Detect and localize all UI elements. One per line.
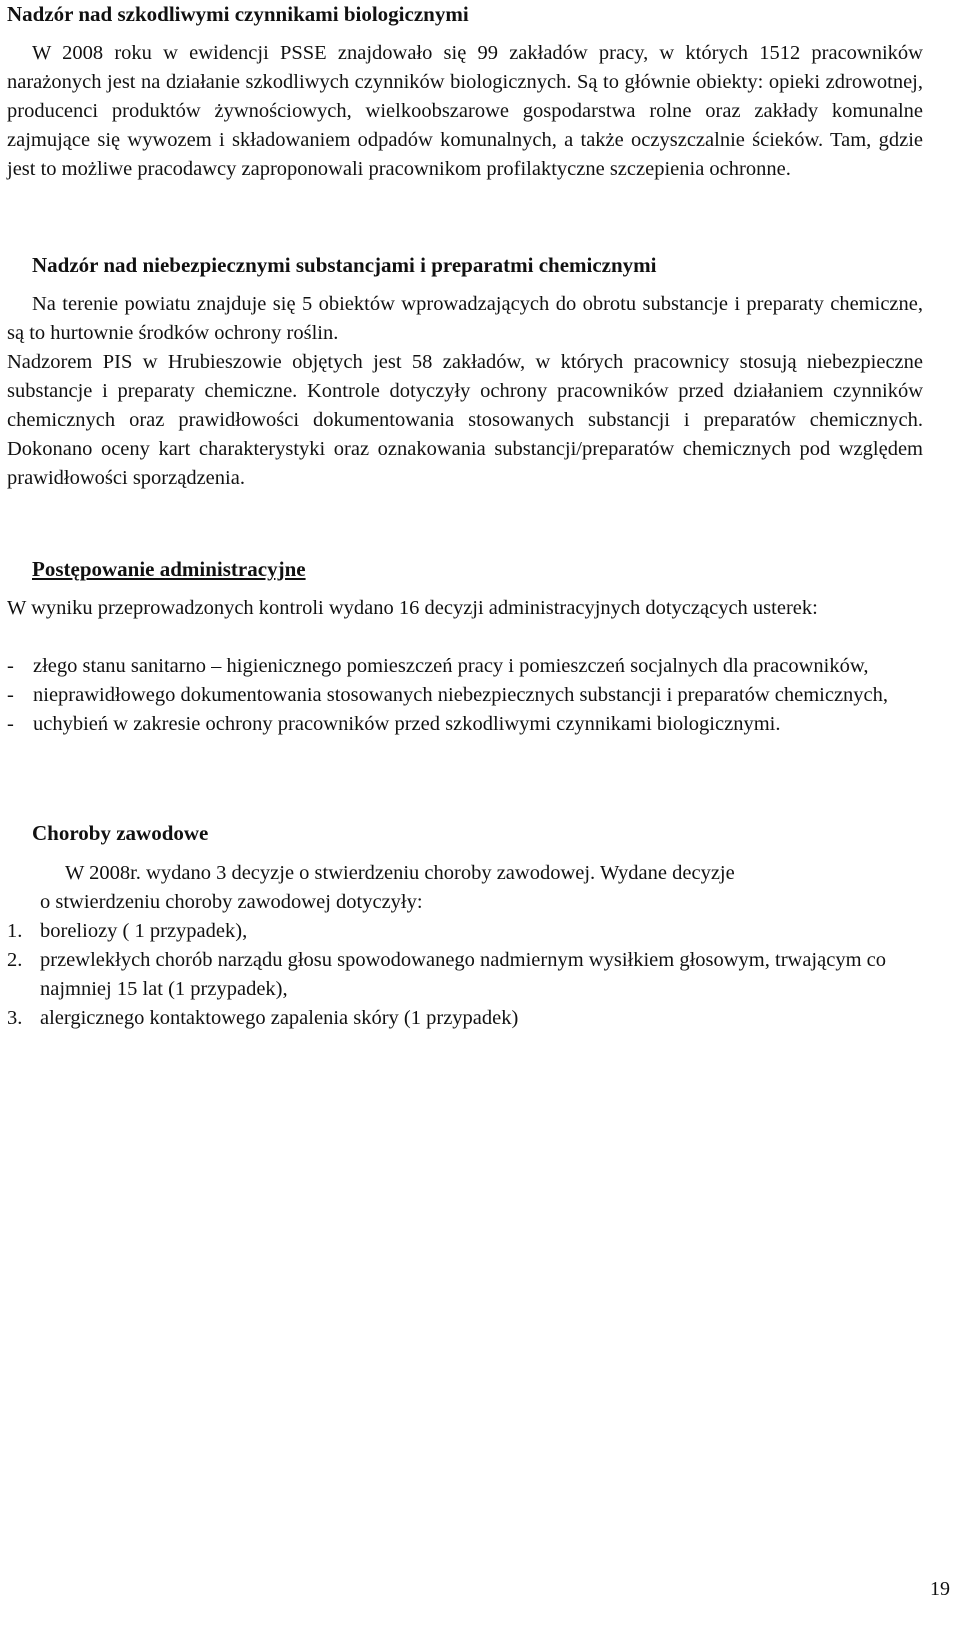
dash-marker: - <box>7 713 14 735</box>
paragraph-administrative-intro: W wyniku przeprowadzonych kontroli wydano 16 decyzji administracyjnych dotyczących usterek: <box>7 597 818 619</box>
dash-marker: - <box>7 655 14 677</box>
list-item <box>7 681 923 710</box>
list-item-text: alergicznego kontaktowego zapalenia skóry (1 przypadek) <box>40 1007 519 1029</box>
section-heading-administrative: Postępowanie administracyjne <box>32 557 306 581</box>
list-item <box>7 1004 923 1033</box>
dash-marker: - <box>7 684 14 706</box>
section-heading-biological: Nadzór nad szkodliwymi czynnikami biologicznymi <box>7 2 469 26</box>
page-number: 19 <box>930 1578 950 1600</box>
section-heading-chemical: Nadzór nad niebezpiecznymi substancjami i preparatmi chemicznymi <box>32 253 657 277</box>
number-marker: 3. <box>7 1007 23 1029</box>
list-item-text: boreliozy ( 1 przypadek), <box>40 920 248 942</box>
number-marker: 2. <box>7 949 23 971</box>
list-item-text: złego stanu sanitarno – higienicznego pomieszczeń pracy i pomieszczeń socjalnych dla pracowników, <box>33 655 869 677</box>
list-item <box>7 917 923 946</box>
list-item-text: przewlekłych chorób narządu głosu spowodowanego nadmiernym wysiłkiem głosowym, trwającym co najmniej 15 lat (1 przypadek), <box>40 949 886 1000</box>
section-heading-occupational-diseases: Choroby zawodowe <box>32 821 209 845</box>
paragraph-biological: W 2008 roku w ewidencji PSSE znajdowało się 99 zakładów pracy, w których 1512 pracowników narażonych jest na działanie szkodliwych czynników biologicznych. Są to głównie obiekty: opieki zdrowotnej, producenci produktów żywnościowych, wielkoobszarowe gospodarstwa rolne oraz zakłady komunalne zajmujące się wywozem i składowaniem odpadów komunalnych, a także oczyszczalnie ścieków. Tam, gdzie jest to możliwe pracodawcy zaproponowali pracownikom profilaktyczne szczepienia ochronne. <box>7 42 923 180</box>
paragraph-chemical-1: Na terenie powiatu znajduje się 5 obiektów wprowadzających do obrotu substancje i preparaty chemiczne, są to hurtownie środków ochrony roślin. <box>7 293 923 344</box>
list-item-text: nieprawidłowego dokumentowania stosowanych niebezpiecznych substancji i preparatów chemicznych, <box>33 684 889 706</box>
number-marker: 1. <box>7 920 23 942</box>
paragraph-diseases-line1: W 2008r. wydano 3 decyzje o stwierdzeniu choroby zawodowej. Wydane decyzje <box>65 862 735 884</box>
paragraph-diseases-line2: o stwierdzeniu choroby zawodowej dotyczyły: <box>40 891 423 913</box>
list-item-text: uchybień w zakresie ochrony pracowników przed szkodliwymi czynnikami biologicznymi. <box>33 713 781 735</box>
list-item <box>7 946 923 1004</box>
administrative-issues-list <box>7 652 923 739</box>
occupational-diseases-list <box>7 917 923 1033</box>
paragraph-chemical-2: Nadzorem PIS w Hrubieszowie objętych jest 58 zakładów, w których pracownicy stosują niebezpieczne substancje i preparaty chemiczne. Kontrole dotyczyły ochrony pracowników przed działaniem czynników chemicznych oraz prawidłowości dokumentowania stosowanych substancji i preparatów chemicznych. Dokonano oceny kart charakterystyki oraz oznakowania substancji/preparatów chemicznych pod względem prawidłowości sporządzenia. <box>7 351 923 489</box>
list-item <box>7 710 923 739</box>
list-item <box>7 652 923 681</box>
